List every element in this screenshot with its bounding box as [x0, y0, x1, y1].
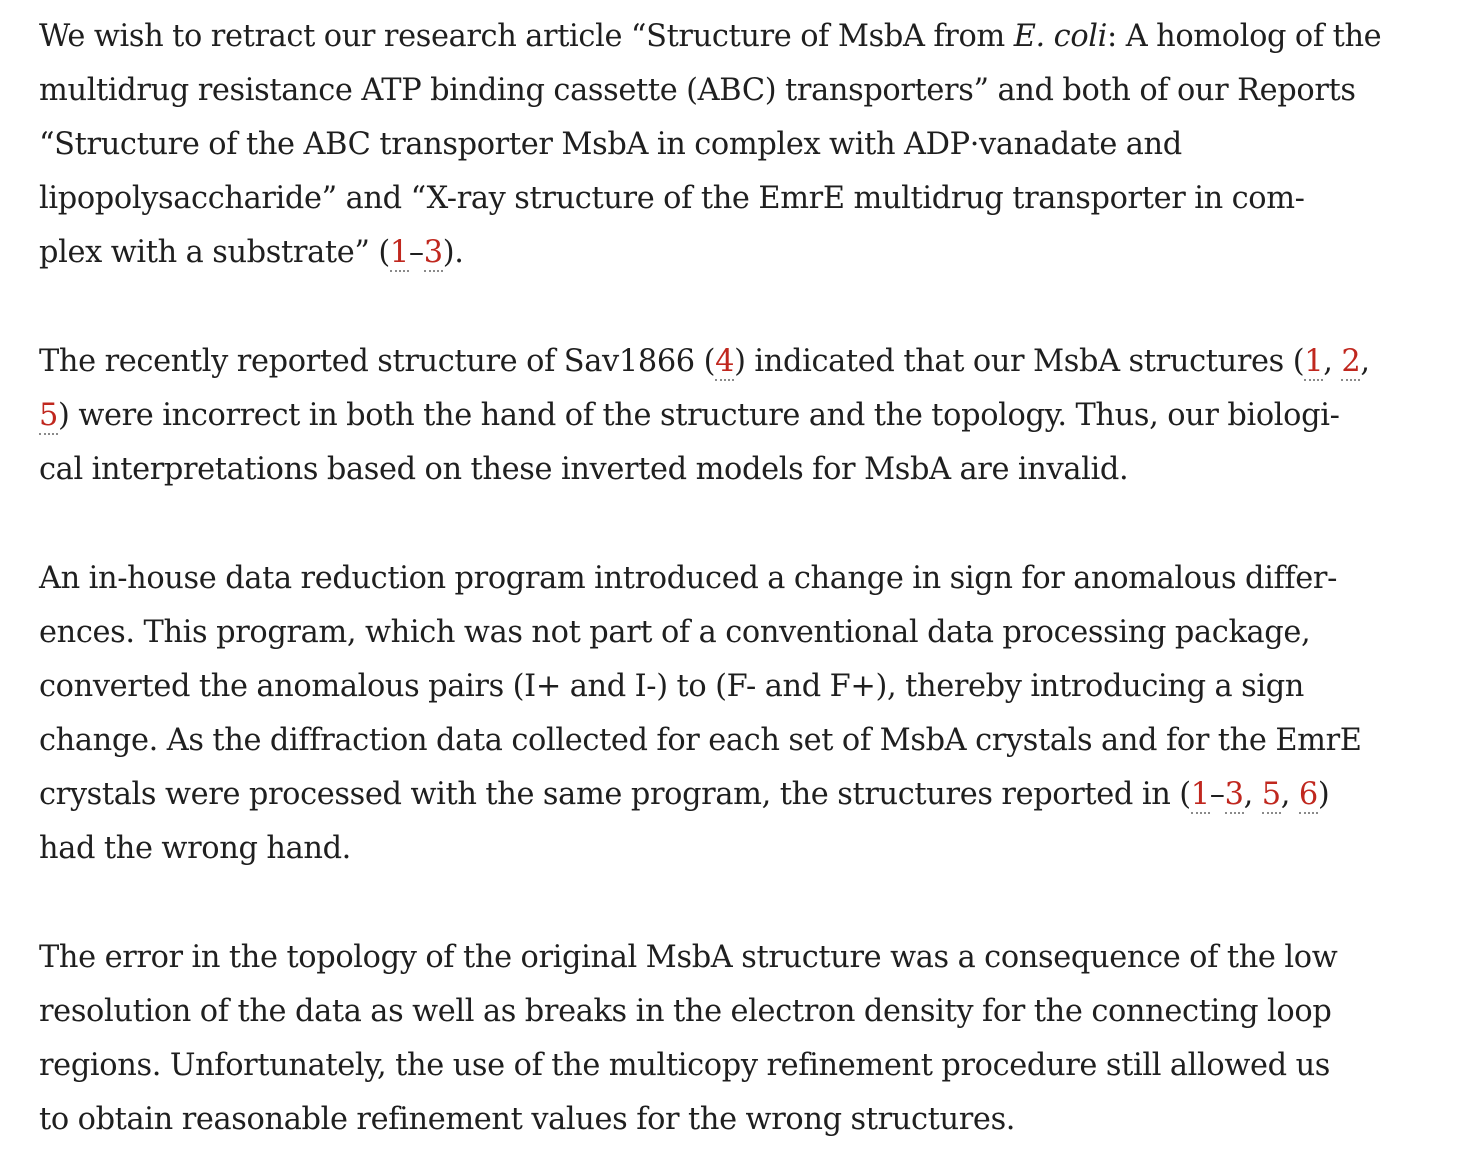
body-paragraph — [39, 335, 1439, 497]
body-paragraph — [39, 10, 1439, 280]
reference-link[interactable]: 5 — [1261, 777, 1281, 812]
paragraph-text: The error in the topology of the original MsbA structure was a consequence of the low — [39, 940, 1338, 975]
paragraph-text: We wish to retract our research article “Structure of MsbA from — [39, 19, 1014, 54]
paragraph-text: ) indicated that our MsbA structures ( — [734, 344, 1305, 379]
paragraph-text: cal interpretations based on these inverted models for MsbA are invalid. — [39, 452, 1129, 487]
reference-link[interactable]: 2 — [1341, 344, 1361, 379]
reference-link[interactable]: 3 — [1224, 777, 1244, 812]
paragraph-text: ) were incorrect in both the hand of the structure and the topology. Thus, our biologi- — [58, 398, 1340, 433]
paragraph-text: , — [1323, 344, 1342, 379]
paragraph-text: ). — [442, 235, 464, 270]
paragraph-text: An in-house data reduction program introduced a change in sign for anomalous differ- — [39, 561, 1338, 596]
paragraph-text: regions. Unfortunately, the use of the multicopy refinement procedure still allowed us — [39, 1048, 1331, 1083]
paragraph-text: crystals were processed with the same program, the structures reported in ( — [39, 777, 1191, 812]
reference-link[interactable]: 5 — [39, 398, 58, 433]
reference-link[interactable]: 6 — [1298, 777, 1318, 812]
reference-link[interactable]: 4 — [715, 344, 735, 379]
paragraph-text: had the wrong hand. — [39, 831, 351, 866]
body-paragraph — [39, 552, 1439, 876]
reference-link[interactable]: 3 — [423, 235, 443, 270]
reference-link[interactable]: 1 — [1190, 777, 1210, 812]
retraction-article-body — [39, 10, 1439, 1147]
paragraph-text: , — [1280, 777, 1299, 812]
paragraph-text: – — [408, 235, 424, 270]
paragraph-text: : A homolog of the multidrug resistance ATP binding cassette (ABC) transporters” and both of our Reports “Structure of the ABC transporter MsbA in complex with ADP·vanadate and lipopolysaccharide” and “X-ray structure of the EmrE multidrug transporter in com- — [39, 19, 1382, 216]
italic-text: E. coli — [1013, 19, 1108, 54]
paragraph-text: ences. This program, which was not part of a conventional data processing package, — [39, 615, 1311, 650]
paragraph-text: , — [1360, 344, 1370, 379]
paragraph-text: The recently reported structure of Sav1866 ( — [39, 344, 716, 379]
reference-link[interactable]: 1 — [1304, 344, 1324, 379]
paragraph-text: ) — [1317, 777, 1330, 812]
body-paragraph — [39, 931, 1439, 1147]
paragraph-text: resolution of the data as well as breaks in the electron density for the connecting loop — [39, 994, 1332, 1029]
paragraph-text: change. As the diffraction data collected for each set of MsbA crystals and for the EmrE — [39, 723, 1362, 758]
paragraph-text: – — [1209, 777, 1225, 812]
paragraph-text: , — [1243, 777, 1262, 812]
reference-link[interactable]: 1 — [389, 235, 409, 270]
paragraph-text: to obtain reasonable refinement values for the wrong structures. — [39, 1102, 1016, 1137]
paragraph-text: converted the anomalous pairs (I+ and I-) to (F- and F+), thereby introducing a sign — [39, 669, 1305, 704]
paragraph-text: plex with a substrate” ( — [39, 235, 390, 270]
